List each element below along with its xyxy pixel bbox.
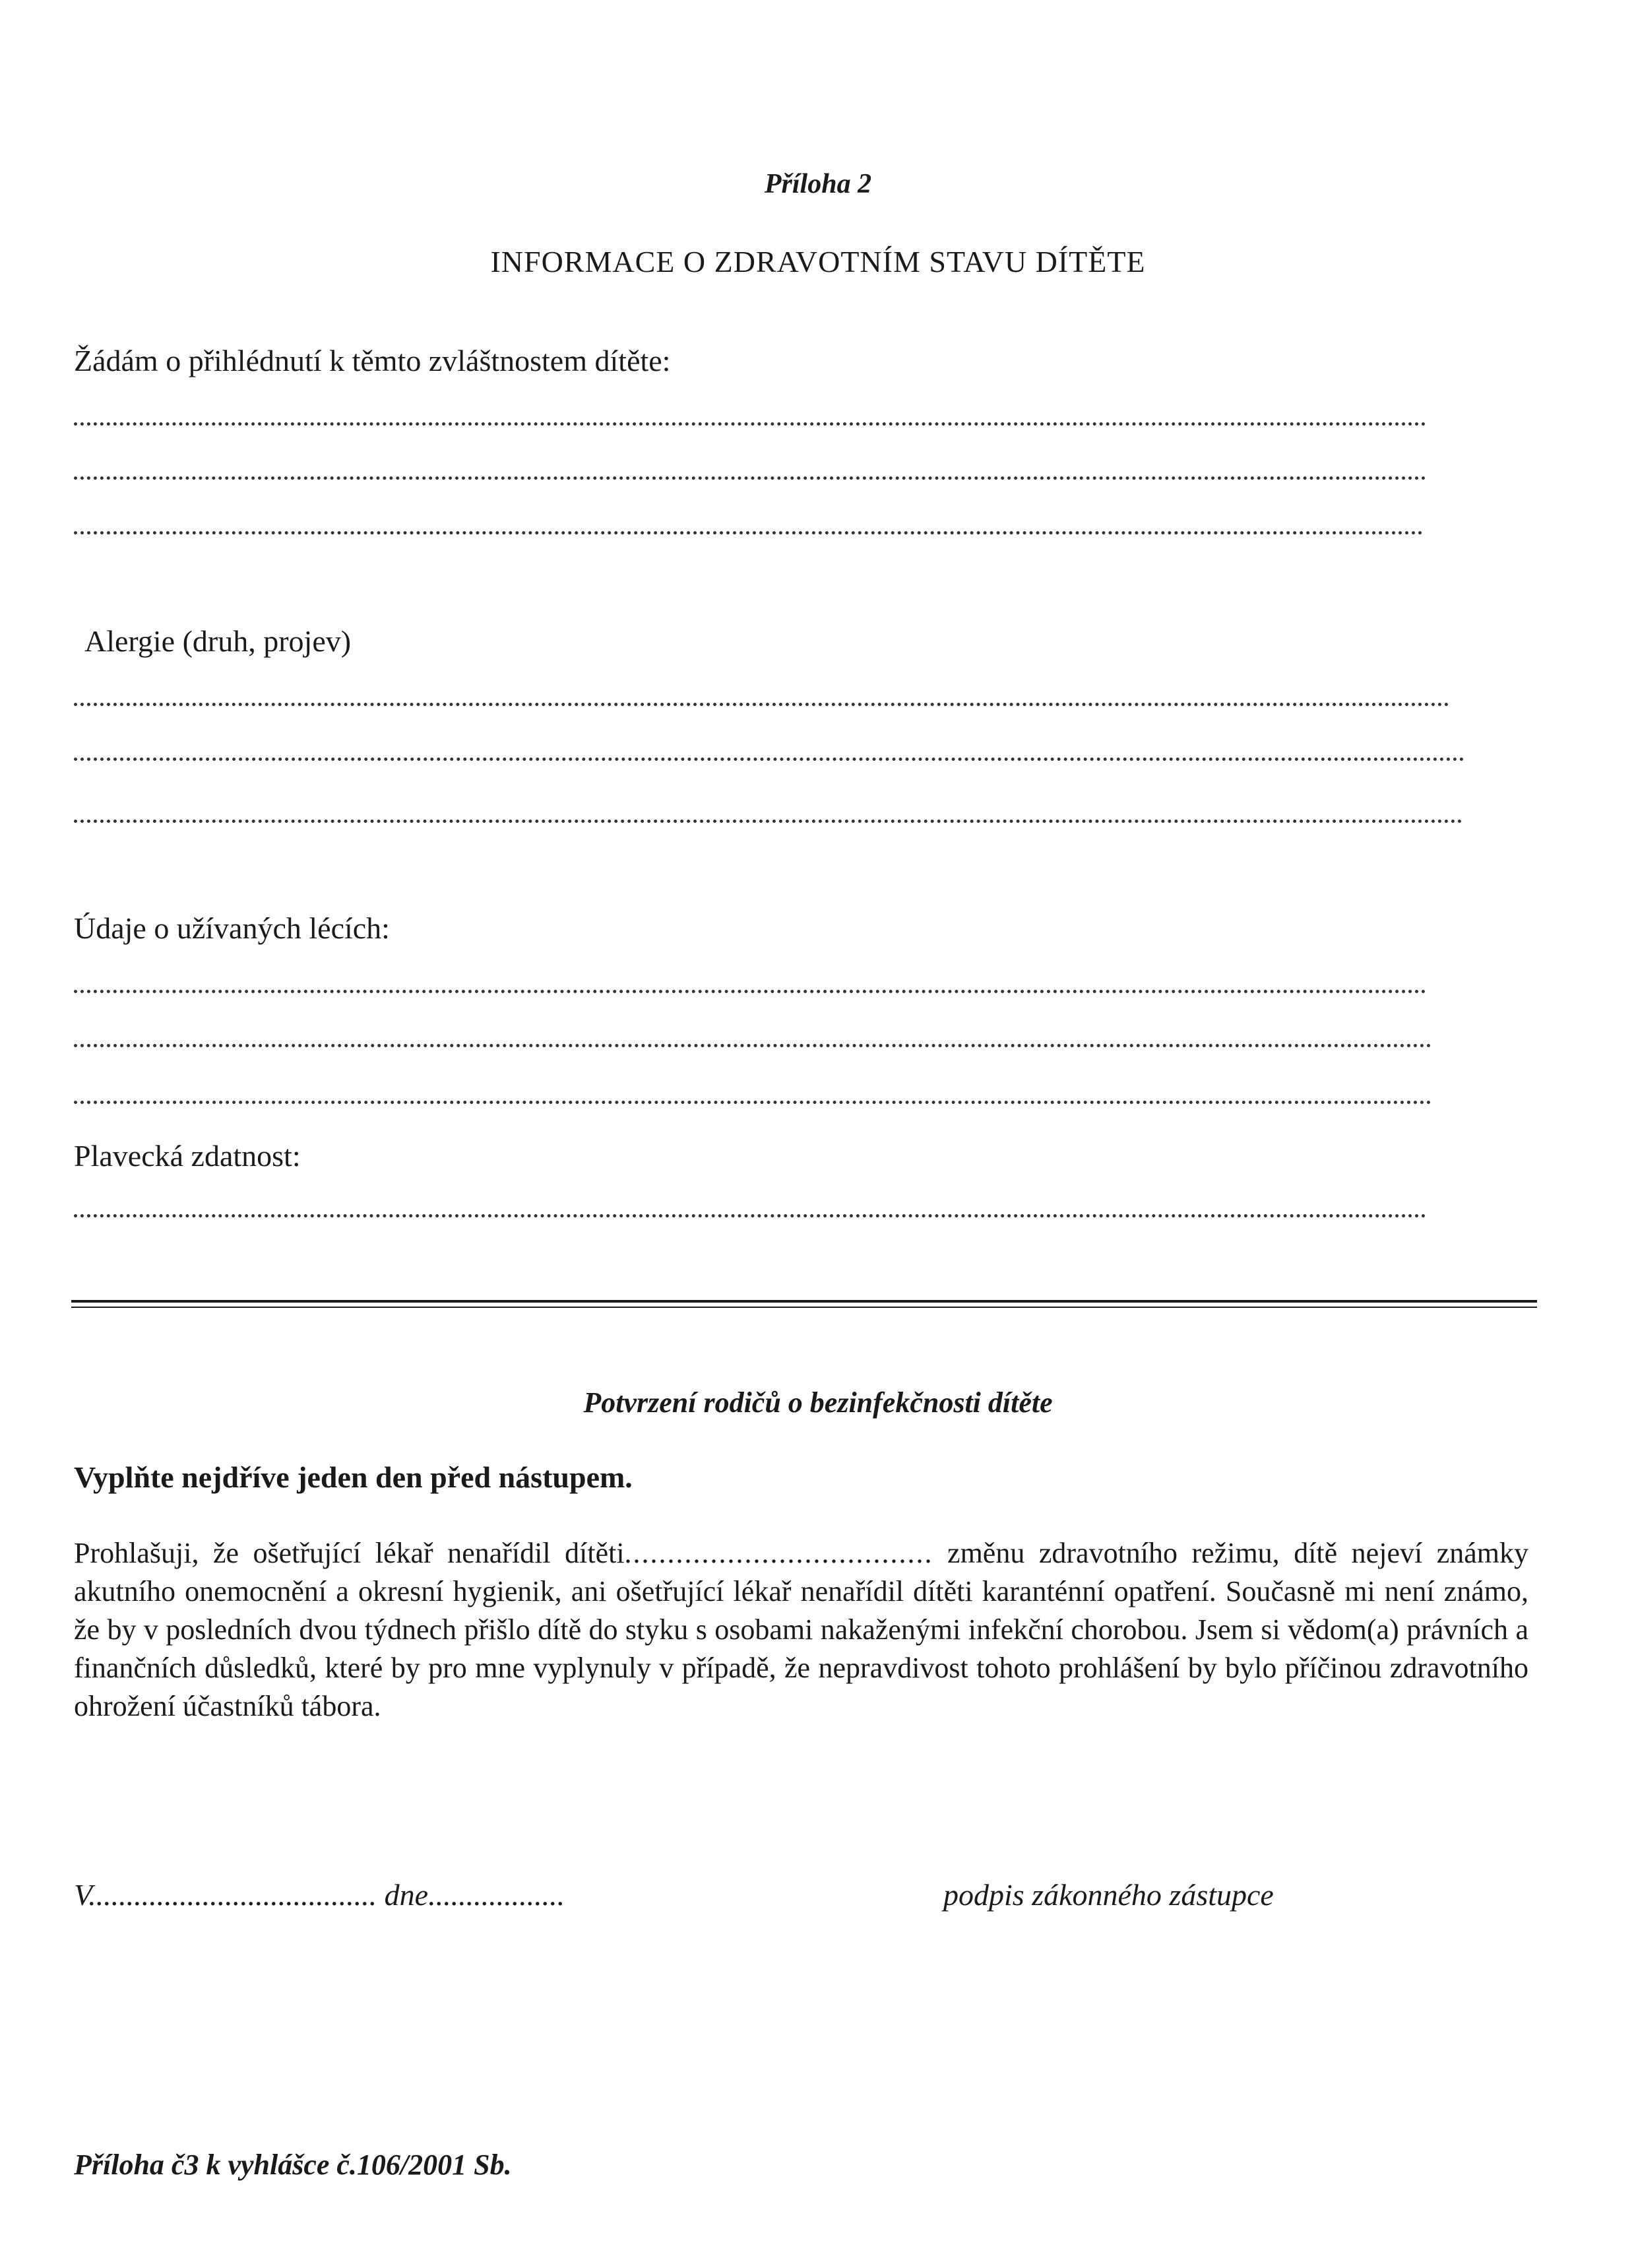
place-date-field (74, 1877, 565, 1912)
section-divider (71, 1300, 1537, 1308)
allergy-line-1[interactable] (74, 703, 1449, 706)
medication-label: Údaje o užívaných lécích: (74, 911, 390, 945)
declaration-part-1: Prohlašuji, že ošetřující lékař nenařídil dítěti (74, 1537, 625, 1569)
declaration-text (74, 1534, 1528, 1726)
allergy-label: Alergie (druh, projev) (84, 624, 352, 658)
document-title: INFORMACE O ZDRAVOTNÍM STAVU DÍTĚTE (490, 245, 1146, 278)
place-label: V (74, 1878, 89, 1912)
medication-line-3[interactable] (74, 1101, 1432, 1104)
special-needs-label: Žádám o přihlédnutí k těmto zvláštnostem dítěte: (74, 344, 671, 377)
footer-reference: Příloha č3 k vyhlášce č.106/2001 Sb. (74, 2149, 512, 2181)
confirmation-title: Potvrzení rodičů o bezinfekčnosti dítěte (583, 1386, 1053, 1419)
signature-label: podpis zákonného zástupce (943, 1878, 1274, 1912)
medication-line-2[interactable] (74, 1044, 1432, 1047)
child-name-fill[interactable]: .................................... (624, 1537, 933, 1569)
swimming-line[interactable] (74, 1214, 1426, 1217)
allergy-line-2[interactable] (74, 758, 1464, 761)
place-fill[interactable]: ...................................... (88, 1878, 377, 1912)
instruction-text: Vyplňte nejdříve jeden den před nástupem. (74, 1460, 633, 1494)
declaration-part-2: změnu zdravotního režimu, dítě nejeví známky akutního onemocnění a okresní hygienik, ani ošetřující lékař nenařídil dítěti karanténní opatření. Současně mi není známo, že by v posledních dvou týdnech přišlo dítě do styku s osobami nakaženými infekční chorobou. Jsem si vědom(a) právních a finančních důsledků, které by pro mne vyplynuly v případě, že nepravdivost tohoto prohlášení by bylo příčinou zdravotního ohrožení účastníků tábora. (74, 1537, 1528, 1722)
medication-line-1[interactable] (74, 990, 1426, 993)
allergy-line-3[interactable] (74, 820, 1463, 823)
special-needs-line-1[interactable] (74, 422, 1426, 426)
special-needs-line-2[interactable] (74, 476, 1426, 480)
special-needs-line-3[interactable] (74, 531, 1423, 535)
date-fill[interactable]: .................. (428, 1878, 565, 1912)
swimming-label: Plavecká zdatnost: (74, 1139, 301, 1173)
annex-title: Příloha 2 (764, 169, 872, 199)
date-label: dne (384, 1878, 429, 1912)
